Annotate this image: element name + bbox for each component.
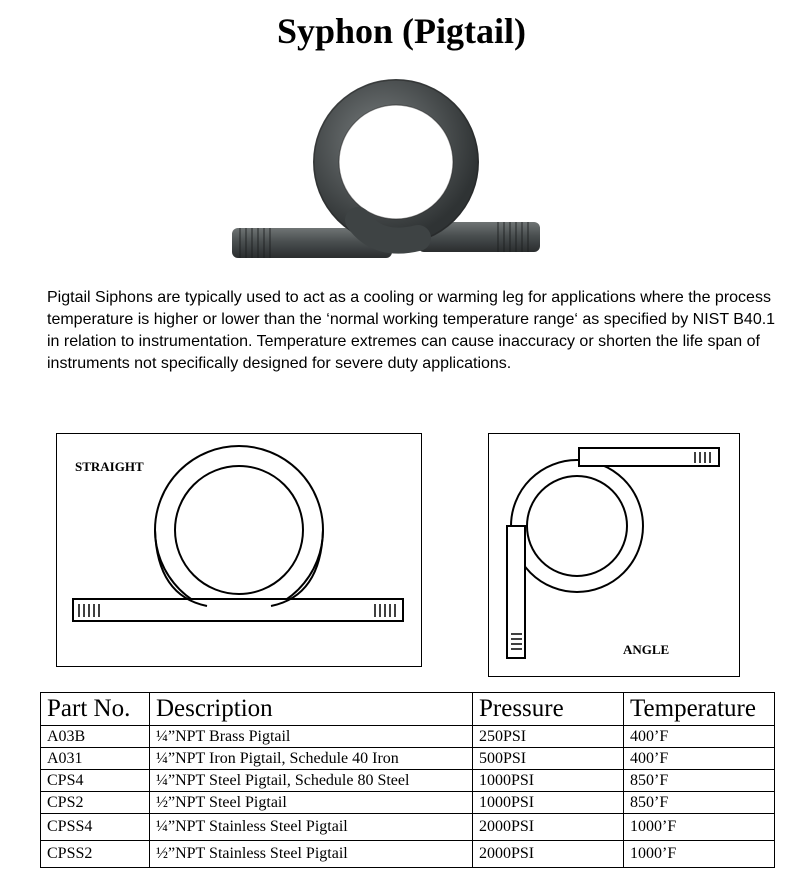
pigtail-photo bbox=[228, 70, 548, 280]
part-no-cell: CPSS4 bbox=[41, 814, 150, 841]
table-row bbox=[41, 841, 775, 868]
header-pressure: Pressure bbox=[473, 693, 624, 726]
pressure-cell: 250PSI bbox=[473, 726, 624, 748]
pressure-cell: 500PSI bbox=[473, 748, 624, 770]
temperature-cell: 400’F bbox=[624, 726, 775, 748]
part-no-cell: CPS2 bbox=[41, 792, 150, 814]
temperature-cell: 850’F bbox=[624, 792, 775, 814]
table-row bbox=[41, 770, 775, 792]
pressure-cell: 2000PSI bbox=[473, 841, 624, 868]
pressure-cell: 1000PSI bbox=[473, 770, 624, 792]
temperature-cell: 1000’F bbox=[624, 814, 775, 841]
description-cell: ¼”NPT Brass Pigtail bbox=[150, 726, 473, 748]
description-cell: ½”NPT Steel Pigtail bbox=[150, 792, 473, 814]
table-row bbox=[41, 726, 775, 748]
angle-pigtail-diagram bbox=[488, 433, 740, 677]
part-no-cell: CPS4 bbox=[41, 770, 150, 792]
description-cell: ½”NPT Stainless Steel Pigtail bbox=[150, 841, 473, 868]
description-cell: ¼”NPT Stainless Steel Pigtail bbox=[150, 814, 473, 841]
pressure-cell: 1000PSI bbox=[473, 792, 624, 814]
temperature-cell: 400’F bbox=[624, 748, 775, 770]
part-no-cell: A03B bbox=[41, 726, 150, 748]
intro-paragraph: Pigtail Siphons are typically used to act as a cooling or warming leg for applications where the process temperature is higher or lower than the ‘normal working temperature range‘ as specified by NIST B40.1 in relation to instrumentation. Temperature extremes can cause inaccuracy or shorten the life span of instruments not specifically designed for severe duty applications. bbox=[47, 289, 776, 372]
header-description: Description bbox=[150, 693, 473, 726]
pressure-cell: 2000PSI bbox=[473, 814, 624, 841]
header-part-no: Part No. bbox=[41, 693, 150, 726]
parts-table bbox=[40, 692, 775, 868]
page-title: Syphon (Pigtail) bbox=[276, 11, 527, 51]
description-cell: ¼”NPT Iron Pigtail, Schedule 40 Iron bbox=[150, 748, 473, 770]
part-no-cell: CPSS2 bbox=[41, 841, 150, 868]
straight-pigtail-diagram bbox=[56, 433, 422, 667]
header-temperature: Temperature bbox=[624, 693, 775, 726]
table-header-row bbox=[41, 693, 775, 726]
temperature-cell: 850’F bbox=[624, 770, 775, 792]
table-row bbox=[41, 748, 775, 770]
table-row bbox=[41, 792, 775, 814]
temperature-cell: 1000’F bbox=[624, 841, 775, 868]
part-no-cell: A031 bbox=[41, 748, 150, 770]
angle-label: ANGLE bbox=[623, 642, 670, 657]
straight-label: STRAIGHT bbox=[75, 459, 144, 474]
table-row bbox=[41, 814, 775, 841]
description-cell: ¼”NPT Steel Pigtail, Schedule 80 Steel bbox=[150, 770, 473, 792]
